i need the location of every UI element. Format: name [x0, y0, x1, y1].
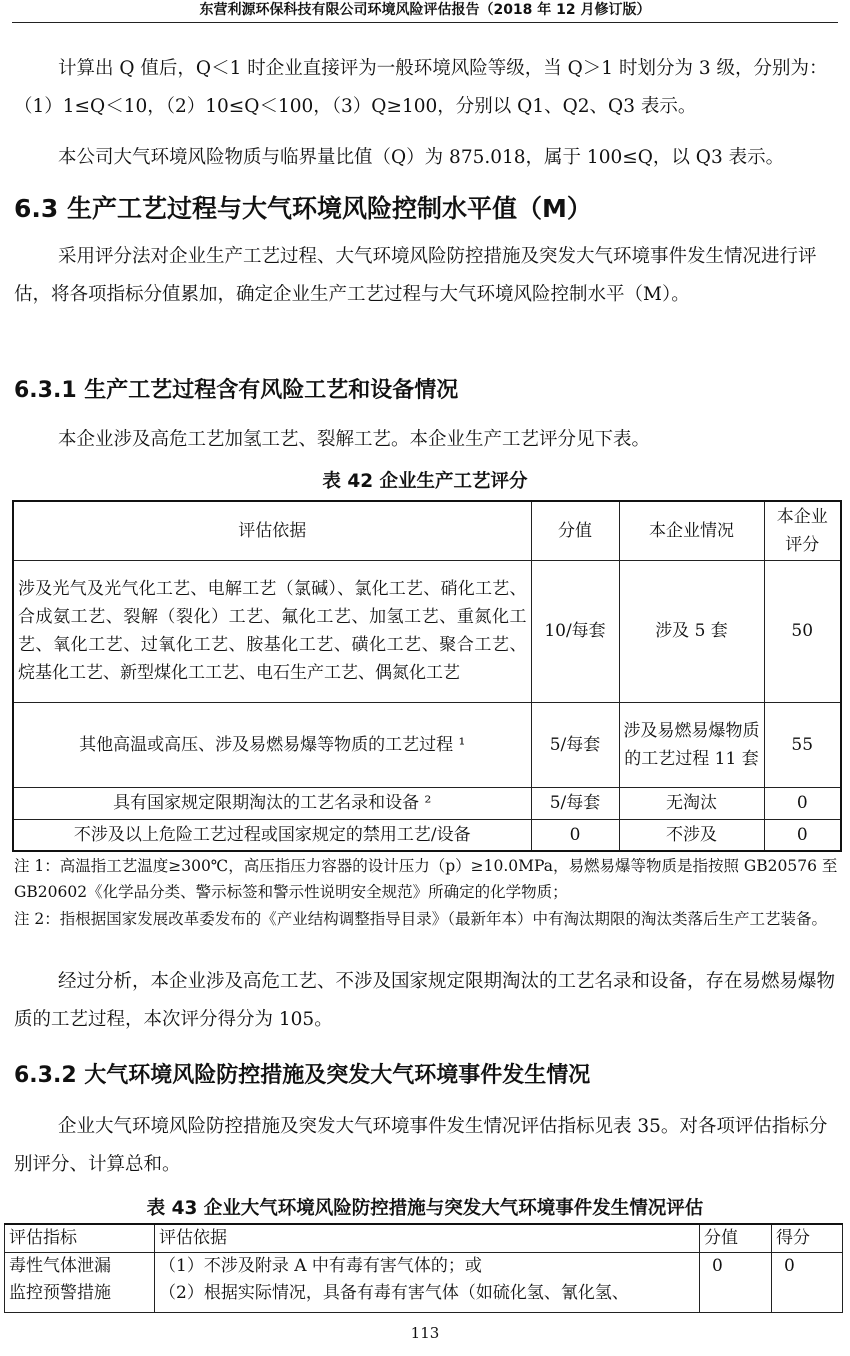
table-43-prevention-evaluation	[4, 1223, 843, 1313]
table-row	[13, 702, 841, 787]
table-row	[13, 819, 841, 851]
table-42-process-scoring	[12, 500, 842, 852]
table-header-row	[5, 1224, 843, 1253]
row-basis: 具有国家规定限期淘汰的工艺名录和设备 ²	[13, 787, 531, 819]
row-value: 5/每套	[531, 787, 619, 819]
row-situation: 不涉及	[619, 819, 764, 851]
row-value: 5/每套	[531, 702, 619, 787]
row-basis: 不涉及以上危险工艺过程或国家规定的禁用工艺/设备	[13, 819, 531, 851]
row-score: 0	[764, 819, 841, 851]
table-42-caption: 表 42 企业生产工艺评分	[322, 471, 528, 492]
row-indicator	[5, 1253, 155, 1313]
row-value: 0	[700, 1253, 772, 1313]
page-header: 东营利源环保科技有限公司环境风险评估报告（2018 年 12 月修订版）	[12, 0, 838, 23]
header-value: 分值	[531, 501, 619, 560]
paragraph-q-levels: 计算出 Q 值后，Q＜1 时企业直接评为一般环境风险等级，当 Q＞1 时划分为 3 级，分别为：（1）1≤Q＜10，（2）10≤Q＜100，（3）Q≥100，分别以 Q1、Q2、Q3 表示。	[14, 58, 828, 117]
table-row	[5, 1253, 843, 1313]
header-basis: 评估依据	[155, 1224, 700, 1253]
section-heading-6-3-2: 6.3.2 大气环境风险防控措施及突发大气环境事件发生情况	[14, 1063, 591, 1088]
paragraph-process-intro: 本企业涉及高危工艺加氢工艺、裂解工艺。本企业生产工艺评分见下表。	[58, 429, 651, 450]
table-43-caption: 表 43 企业大气环境风险防控措施与突发大气环境事件发生情况评估	[146, 1198, 704, 1219]
table-note-1: 注 1：高温指工艺温度≥300℃，高压指压力容器的设计压力（p）≥10.0MPa，易燃易爆等物质是指按照 GB20576 至 GB20602《化学品分类、警示标签和警示性说明安全规范》所确定的化学物质；	[14, 857, 838, 901]
page-number: 113	[410, 1324, 440, 1342]
row-basis: 其他高温或高压、涉及易燃易爆等物质的工艺过程 ¹	[13, 702, 531, 787]
table-header-row	[13, 501, 841, 560]
table-note-2: 注 2：指根据国家发展改革委发布的《产业结构调整指导目录》（最新年本）中有淘汰期限的淘汰类落后生产工艺装备。	[14, 910, 828, 928]
row-situation: 涉及易燃易爆物质的工艺过程 11 套	[619, 702, 764, 787]
header-basis: 评估依据	[13, 501, 531, 560]
header-score: 本企业评分	[764, 501, 841, 560]
section-heading-6-3-1: 6.3.1 生产工艺过程含有风险工艺和设备情况	[14, 378, 459, 403]
indicator-line: 监控预警措施	[9, 1283, 111, 1303]
row-score: 0	[772, 1253, 843, 1313]
basis-line: （2）根据实际情况，具备有毒有害气体（如硫化氢、氰化氢、	[159, 1283, 629, 1303]
header-indicator: 评估指标	[5, 1224, 155, 1253]
row-basis	[155, 1253, 700, 1313]
header-situation: 本企业情况	[619, 501, 764, 560]
basis-line: （1）不涉及附录 A 中有毒有害气体的；或	[159, 1256, 482, 1276]
header-value: 分值	[700, 1224, 772, 1253]
row-value: 10/每套	[531, 560, 619, 702]
section-heading-6-3: 6.3 生产工艺过程与大气环境风险控制水平值（M）	[14, 194, 592, 223]
paragraph-analysis-result: 经过分析，本企业涉及高危工艺、不涉及国家规定限期淘汰的工艺名录和设备，存在易燃易爆物质的工艺过程，本次评分得分为 105。	[14, 971, 836, 1030]
paragraph-q-value: 本公司大气环境风险物质与临界量比值（Q）为 875.018，属于 100≤Q，以 Q3 表示。	[58, 147, 785, 168]
header-score: 得分	[772, 1224, 843, 1253]
table-row	[13, 787, 841, 819]
row-situation: 无淘汰	[619, 787, 764, 819]
paragraph-scoring-method: 采用评分法对企业生产工艺过程、大气环境风险防控措施及突发大气环境事件发生情况进行评估，将各项指标分值累加，确定企业生产工艺过程与大气环境风险控制水平（M）。	[14, 246, 817, 305]
row-value: 0	[531, 819, 619, 851]
table-row	[13, 560, 841, 702]
paragraph-prevention-intro: 企业大气环境风险防控措施及突发大气环境事件发生情况评估指标见表 35。对各项评估指标分别评分、计算总和。	[14, 1116, 828, 1175]
row-situation: 涉及 5 套	[619, 560, 764, 702]
row-score: 55	[764, 702, 841, 787]
row-score: 0	[764, 787, 841, 819]
row-score: 50	[764, 560, 841, 702]
indicator-line: 毒性气体泄漏	[9, 1256, 111, 1276]
row-basis: 涉及光气及光气化工艺、电解工艺（氯碱）、氯化工艺、硝化工艺、合成氨工艺、裂解（裂化）工艺、氟化工艺、加氢工艺、重氮化工艺、氧化工艺、过氧化工艺、胺基化工艺、磺化工艺、聚合工艺、烷基化工艺、新型煤化工工艺、电石生产工艺、偶氮化工艺	[13, 560, 531, 702]
